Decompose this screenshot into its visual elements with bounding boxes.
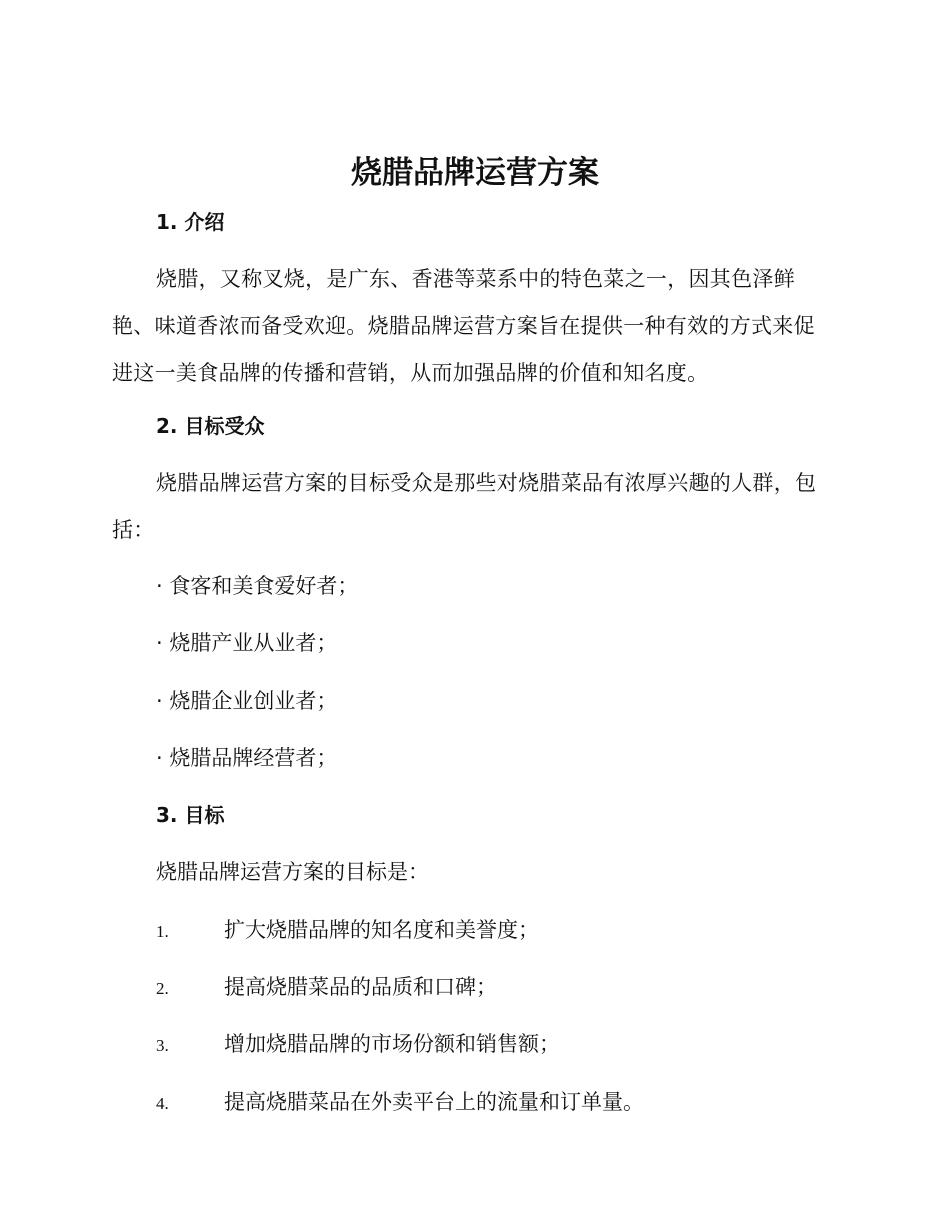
- section-heading-audience: 2. 目标受众: [156, 414, 265, 438]
- section-intro-paragraph: 烧腊，又称叉烧，是广东、香港等菜系中的特色菜之一，因其色泽鲜艳、味道香浓而备受欢迎。烧腊品牌运营方案旨在提供一种有效的方式来促进这一美食品牌的传播和营销，从而加强品牌的价值和知名度。: [112, 267, 815, 385]
- list-item-text: 增加烧腊品牌的市场份额和销售额；: [224, 1032, 560, 1056]
- bullet-item: · 烧腊品牌经营者；: [156, 746, 338, 770]
- bullet-item: · 烧腊产业从业者；: [156, 631, 338, 655]
- section-audience-paragraph: 烧腊品牌运营方案的目标受众是那些对烧腊菜品有浓厚兴趣的人群，包括：: [112, 471, 817, 542]
- list-item-text: 提高烧腊菜品在外卖平台上的流量和订单量。: [224, 1090, 644, 1114]
- numbered-list-item: [156, 972, 497, 1004]
- section-heading-goals: 3. 目标: [156, 803, 225, 827]
- bullet-item: · 食客和美食爱好者；: [156, 574, 359, 598]
- numbered-list-item: [156, 1087, 644, 1119]
- numbered-list-item: [156, 915, 539, 947]
- list-number: 4.: [156, 1094, 169, 1113]
- numbered-list-item: [156, 1029, 560, 1061]
- list-number: 3.: [156, 1036, 169, 1055]
- document-title: 烧腊品牌运营方案: [351, 155, 599, 191]
- list-number: 1.: [156, 922, 169, 941]
- goals-intro: 烧腊品牌运营方案的目标是：: [156, 860, 429, 884]
- list-item-text: 提高烧腊菜品的品质和口碑；: [224, 975, 497, 999]
- list-number: 2.: [156, 979, 169, 998]
- bullet-item: · 烧腊企业创业者；: [156, 689, 338, 713]
- list-item-text: 扩大烧腊品牌的知名度和美誉度；: [224, 918, 539, 942]
- section-heading-intro: 1. 介绍: [156, 210, 225, 234]
